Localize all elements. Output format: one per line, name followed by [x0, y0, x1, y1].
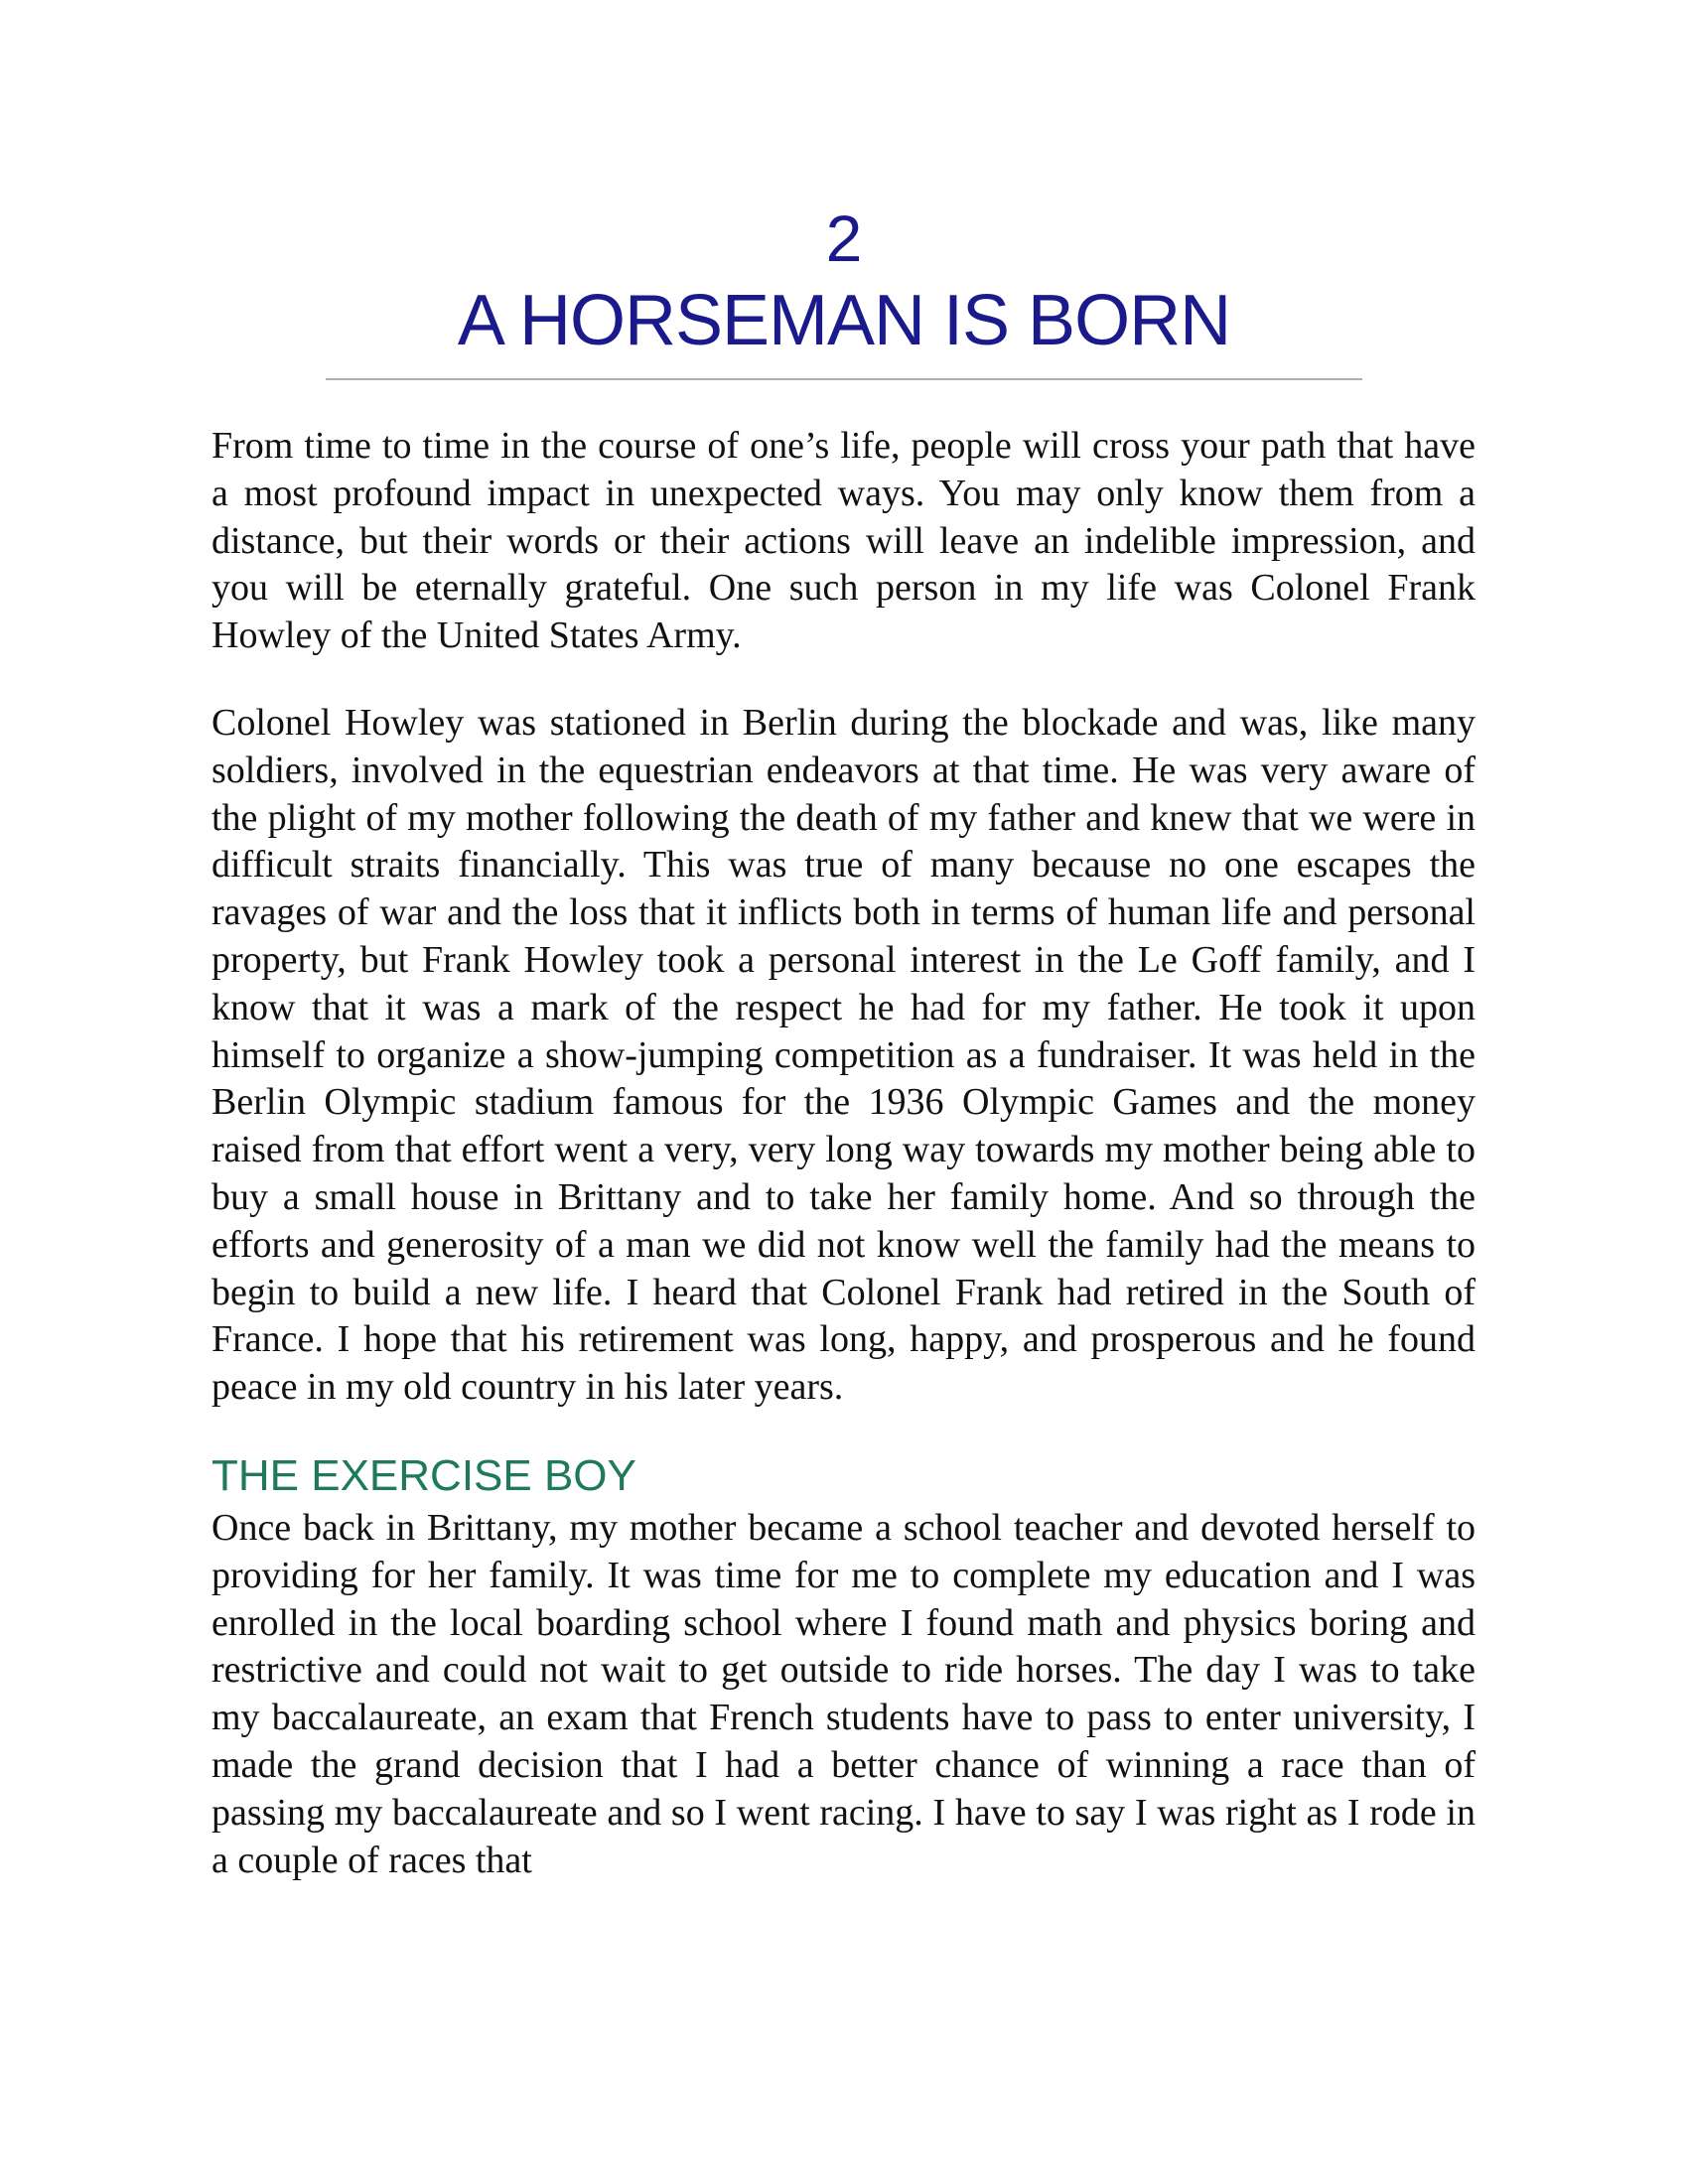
section-paragraph: Once back in Brittany, my mother became a school teacher and devoted herself to providing for her family. It was time for me to complete my education and I was enrolled in the local boarding school where I found math and physics boring and restrictive and could not wait to get outside to ride horses. The day I was to take my baccalaureate, an exam that French students have to pass to enter university, I made the grand decision that I had a better chance of winning a race than of passing my baccalaureate and so I went racing. I have to say I was right as I rode in a couple of races that: [211, 1506, 1476, 1881]
title-divider: [326, 378, 1362, 380]
paragraph-2: Colonel Howley was stationed in Berlin during the blockade and was, like many soldiers, involved in the equestrian endeavors at that time. He was very aware of the plight of my mother following the death of my father and knew that we were in difficult straits financially. This was true of many because no one escapes the ravages of war and the loss that it inflicts both in terms of human life and personal property, but Frank Howley took a personal interest in the Le Goff family, and I know that it was a mark of the respect he had for my father. He took it upon himself to organize a show-jumping competition as a fundraiser. It was held in the Berlin Olympic stadium famous for the 1936 Olympic Games and the money raised from that effort went a very, very long way towards my mother being able to buy a small house in Brittany and to take her family home. And so through the efforts and generosity of a man we did not know well the family had the means to begin to build a new life. I heard that Colonel Frank had retired in the South of France. I hope that his retirement was long, happy, and prosperous and he found peace in my old country in his later years.: [211, 701, 1476, 1409]
chapter-header: [0, 199, 1688, 363]
section-heading: THE EXERCISE BOY: [211, 1450, 636, 1500]
body-text: [211, 423, 1476, 1884]
chapter-number: 2: [825, 202, 863, 275]
paragraph-1: From time to time in the course of one’s life, people will cross your path that have a most profound impact in unexpected ways. You may only know them from a distance, but their words or their actions will leave an indelible impression, and you will be eternally grateful. One such person in my life was Colonel Frank Howley of the United States Army.: [211, 425, 1476, 657]
chapter-title: A HORSEMAN IS BORN: [457, 281, 1231, 360]
